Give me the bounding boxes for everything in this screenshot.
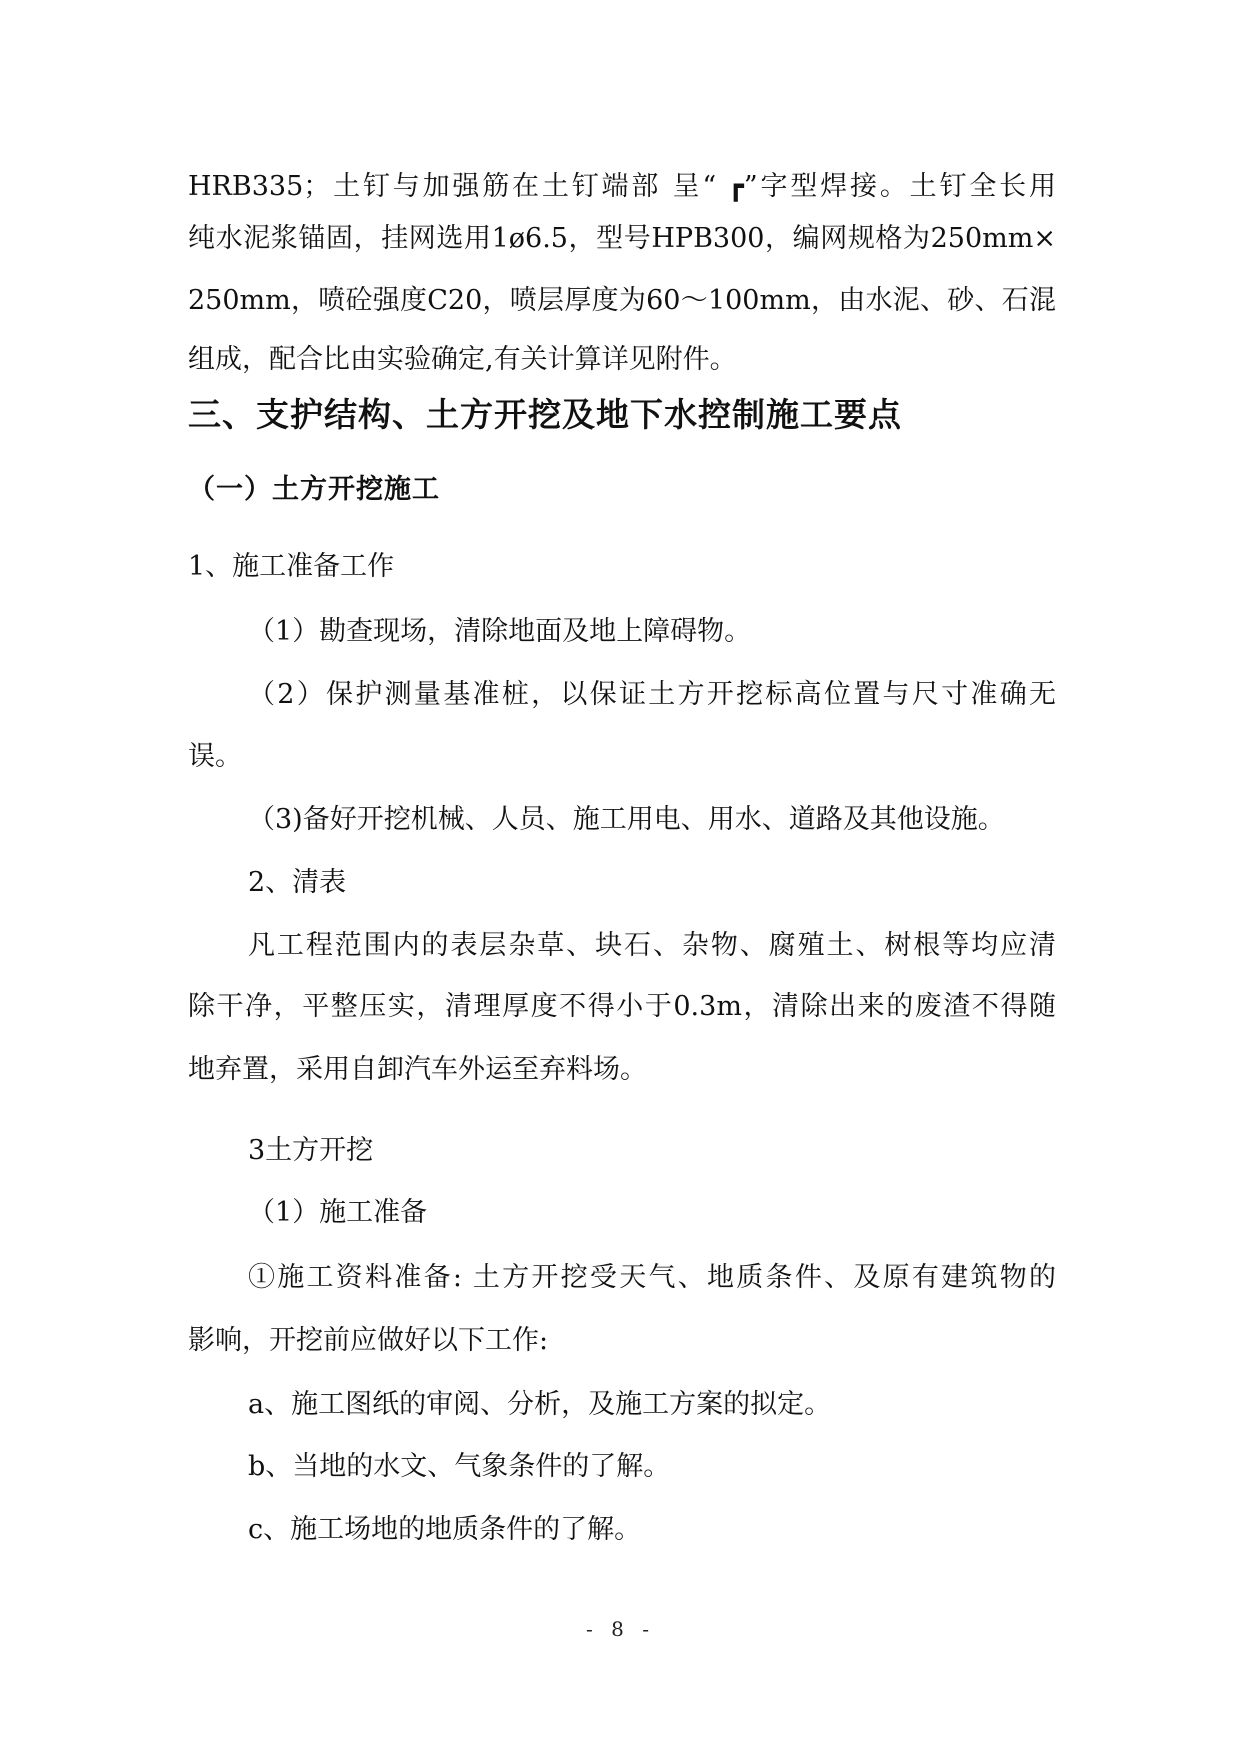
- paragraph-line: 250mm，喷砼强度C20，喷层厚度为60～100mm，由水泥、砂、石混: [188, 285, 1056, 316]
- paragraph-line: 组成，配合比由实验确定,有关计算详见附件。: [188, 344, 737, 375]
- paragraph-line: 影响，开挖前应做好以下工作:: [188, 1325, 549, 1356]
- list-item: （1）施工准备: [248, 1197, 428, 1228]
- list-heading: 2、清表: [248, 867, 347, 898]
- paragraph-line: 凡工程范围内的表层杂草、块石、杂物、腐殖土、树根等均应清: [248, 930, 1056, 961]
- section-heading: 三、支护结构、土方开挖及地下水控制施工要点: [188, 395, 902, 434]
- paragraph-line: 除干净，平整压实，清理厚度不得小于0.3m，清除出来的废渣不得随: [188, 991, 1056, 1022]
- paragraph-line: ①施工资料准备: 土方开挖受天气、地质条件、及原有建筑物的: [248, 1262, 1056, 1293]
- list-item: a、施工图纸的审阅、分析，及施工方案的拟定。: [248, 1389, 832, 1420]
- list-item: （2）保护测量基准桩，以保证土方开挖标高位置与尺寸准确无: [248, 679, 1056, 710]
- page-number: - 8 -: [586, 1617, 655, 1641]
- list-heading: 1、施工准备工作: [188, 551, 395, 582]
- list-heading: 3土方开挖: [248, 1135, 374, 1166]
- list-item: （3)备好开挖机械、人员、施工用电、用水、道路及其他设施。: [248, 804, 1005, 835]
- list-item: c、施工场地的地质条件的了解。: [248, 1514, 642, 1545]
- paragraph-line: 误。: [188, 741, 242, 772]
- paragraph-line: HRB335；土钉与加强筋在土钉端部 呈“ ┏”字型焊接。土钉全长用: [188, 171, 1056, 202]
- subsection-heading: （一）土方开挖施工: [188, 474, 440, 505]
- paragraph-line: 纯水泥浆锚固，挂网选用1ø6.5，型号HPB300，编网规格为250mm×: [188, 223, 1056, 254]
- list-item: b、当地的水文、气象条件的了解。: [248, 1451, 671, 1482]
- list-item: （1）勘查现场，清除地面及地上障碍物。: [248, 616, 752, 647]
- paragraph-line: 地弃置，采用自卸汽车外运至弃料场。: [188, 1054, 647, 1085]
